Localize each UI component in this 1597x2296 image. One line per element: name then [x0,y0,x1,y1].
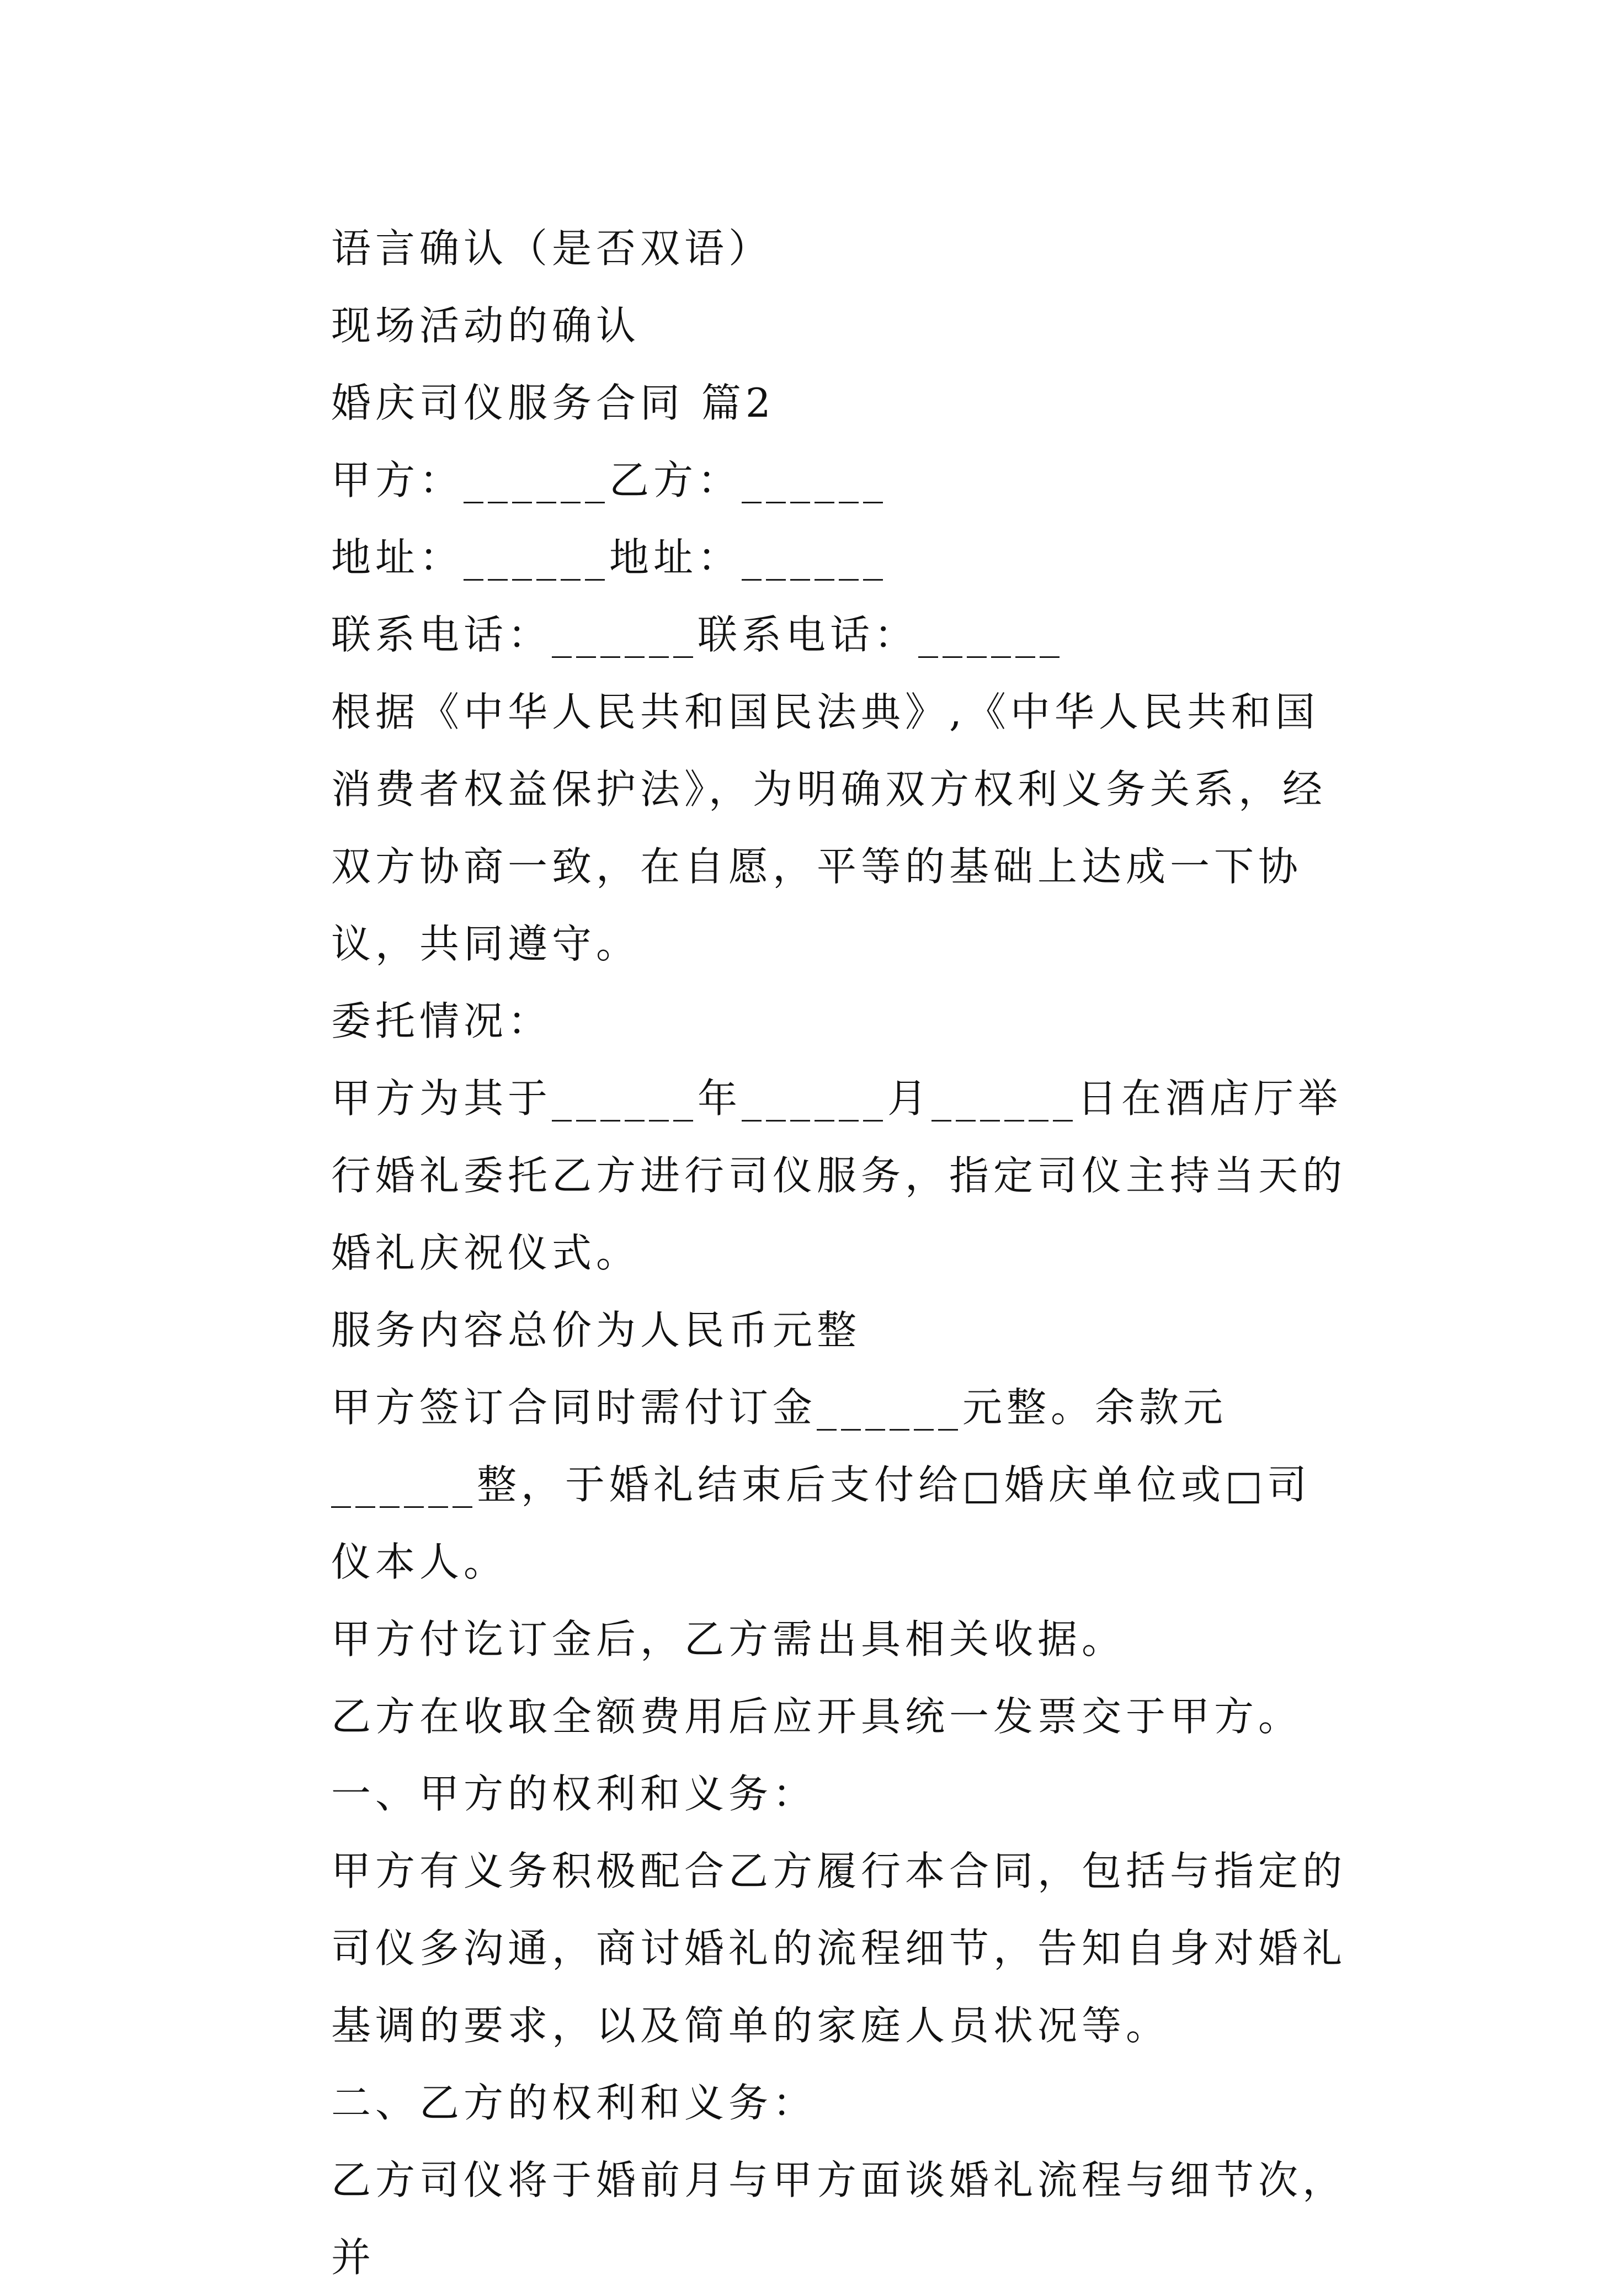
line-language-confirm: 语言确认（是否双语） [331,225,773,272]
paragraph-deposit: 甲方签订合同时需付订金______元整。余款元______整，于婚礼结束后支付给□婚庆单位或□司仪本人。 [331,1384,1312,1585]
party-names: 甲方：______乙方：______ [331,457,888,503]
paragraph-total-price: 服务内容总价为人民币元整 [331,1307,861,1353]
section-party-b-rights: 二、乙方的权利和义务： [331,2080,817,2126]
party-addresses: 地址：______地址：______ [331,534,888,581]
paragraph-invoice: 乙方在收取全额费用后应开具统一发票交于甲方。 [331,1693,1303,1740]
party-phones: 联系电话：______联系电话：______ [331,612,1064,658]
paragraph-legal-basis: 根据《中华人民共和国民法典》,《中华人民共和国消费者权益保护法》，为明确双方权利义务关系，经双方协商一致，在自愿，平等的基础上达成一下协议，共同遵守。 [331,689,1327,967]
paragraph-receipt: 甲方付讫订金后，乙方需出具相关收据。 [331,1616,1126,1662]
contract-title: 婚庆司仪服务合同 篇2 [331,380,775,426]
line-onsite-confirm: 现场活动的确认 [331,302,641,349]
paragraph-party-a-duties: 甲方有义务积极配合乙方履行本合同，包括与指定的司仪多沟通，商讨婚礼的流程细节，告知自身对婚礼基调的要求，以及简单的家庭人员状况等。 [331,1848,1347,2049]
document-body [247,210,1351,2296]
paragraph-party-b-duties: 乙方司仪将于婚前月与甲方面谈婚礼流程与细节次，并 [331,2157,1347,2281]
section-entrustment: 委托情况： [331,998,552,1044]
paragraph-entrustment: 甲方为其于______年______月______日在酒店厅举行婚礼委托乙方进行司仪服务，指定司仪主持当天的婚礼庆祝仪式。 [331,1075,1347,1276]
section-party-a-rights: 一、甲方的权利和义务： [331,1771,817,1817]
